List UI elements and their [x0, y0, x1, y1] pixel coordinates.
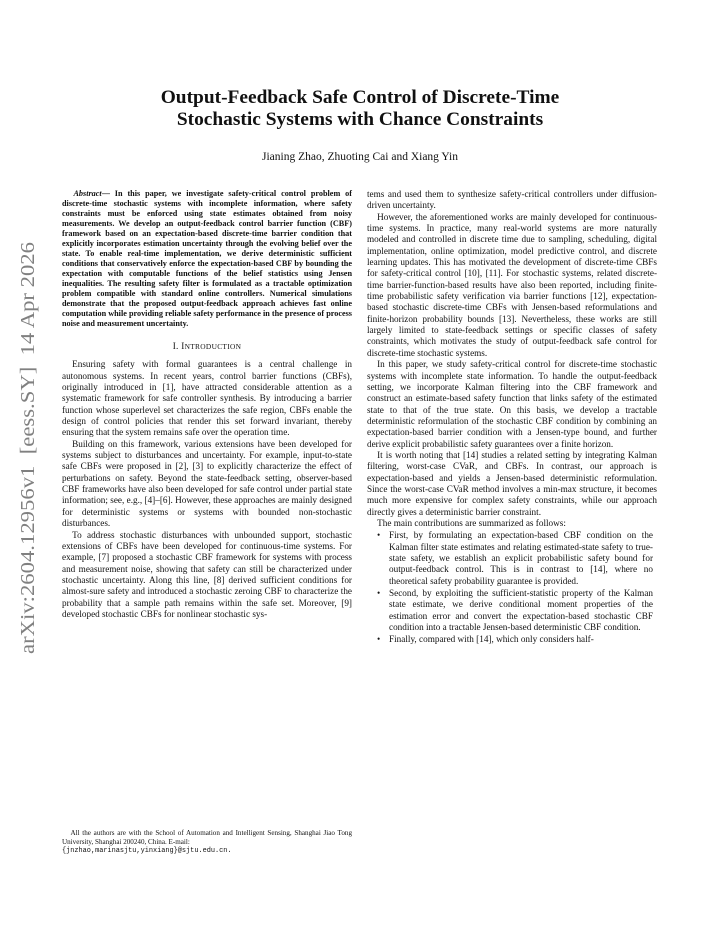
paper-title [100, 87, 620, 131]
affiliation-text: All the authors are with the School of Automation and Intelligent Sensing, Shanghai Jiao Tong University, Shanghai 200240, China. E-mail: [62, 829, 352, 846]
contribution-text: First, by formulating an expectation-based CBF condition on the Kalman filter state estimates and relating estimated-state safety to true-state safety, we establish an explicit probabilistic safety bound for output-feedback control. This is in contrast to [14], where no theoretical safety probability guarantee is provided. [389, 530, 653, 586]
contribution-text: Second, by exploiting the sufficient-statistic property of the Kalman state estimate, we derive conditional moment properties of the estimation error and convert the expectation-based stochastic CBF condition into a tractable Jensen-based deterministic CBF condition. [389, 588, 653, 633]
intro-paragraph-5: In this paper, we study safety-critical control for discrete-time stochastic systems with incomplete state information. To handle the output-feedback setting, we incorporate Kalman filtering into the CBF framework and construct an estimate-based safety function that links safety of the estimated state to that of the true state. On this basis, we develop a tractable deterministic reformulation of the stochastic CBF condition by combining an expectation-based barrier condition with a Jensen-type bound, and further derive explicit probabilistic safety guarantees over a finite horizon. [367, 359, 657, 449]
section-heading: I. INTRODUCTION [172, 341, 242, 351]
intro-paragraph-2: Building on this framework, various extensions have been developed for systems subject to disturbances and uncertainty. For example, input-to-state safe CBFs were proposed in [2], [3] to explicitly characterize the effect of perturbations on safety. Beyond the state-feedback setting, observer-based CBF frameworks have also been developed for safe control under partial state information; see, e.g., [4]–[6]. However, these approaches are mainly designed for deterministic systems or systems with bounded non-stochastic disturbances. [62, 438, 352, 529]
footnote-text [62, 829, 352, 856]
arxiv-identifier-text: arXiv:2604.12956v1 [eess.SY] 14 Apr 2026 [17, 281, 39, 654]
bullet-icon: • [377, 530, 381, 541]
title-line-2: Stochastic Systems with Chance Constraints [176, 109, 544, 130]
bullet-icon: • [377, 588, 381, 599]
author-list: Jianing Zhao, Zhuoting Cai and Xiang Yin [261, 151, 458, 163]
abstract [62, 189, 352, 329]
contribution-item [367, 588, 657, 633]
author-affiliation-footnote [62, 829, 352, 856]
intro-paragraph-1: Ensuring safety with formal guarantees is a central challenge in autonomous systems. In recent years, control barrier functions (CBFs), originally introduced in [1], have attracted considerable attention as a systematic framework for safe controller synthesis. By introducing a barrier function whose superlevel set characterizes the safe region, CBFs enable the design of control policies that render this set forward invariant, thereby ensuring that the system remains safe over the operation time. [62, 359, 352, 438]
bullet-icon: • [377, 634, 381, 645]
right-column [367, 189, 657, 647]
intro-paragraph-3: To address stochastic disturbances with unbounded support, stochastic extensions of CBFs have been developed for continuous-time systems. For example, [7] proposed a stochastic CBF framework for systems with process and measurement noise, showing that safety can still be characterized under stochastic uncertainty. Along this line, [8] derived sufficient conditions for almost-sure safety and introduced a stochastic zeroing CBF to characterize the probability that a sample path remains within the safe set. Moreover, [9] developed stochastic CBFs for nonlinear stochastic sys- [62, 529, 352, 619]
intro-paragraph-3-continued: tems and used them to synthesize safety-critical controllers under diffusion-driven uncertainty. [367, 189, 657, 211]
contribution-text: Finally, compared with [14], which only considers half- [389, 634, 594, 645]
arxiv-identifier [6, 238, 46, 658]
intro-paragraph-4: However, the aforementioned works are mainly developed for continuous-time systems. In practice, many real-world systems are more naturally modeled and controlled in discrete time due to sampling, scheduling, digital implementation, online optimization, model predictive control, and discrete learning updates. This has motivated the development of discrete-time CBFs for safety-critical control [10], [11]. For stochastic systems, related discrete-time barrier-function-based results have also been reported, including finite-time probabilistic safety verification via barrier functions [12], expectation-based stochastic discrete-time CBFs with Jensen-based reformulations and finite-horizon probability bounds [13]. Nevertheless, these works are still largely limited to state-feedback settings or specific classes of safety constraints, which motivates the study of output-feedback safe control for discrete-time stochastic systems. [367, 211, 657, 358]
contributions-list [367, 530, 657, 645]
left-column [62, 189, 352, 620]
abstract-label: Abstract [73, 189, 102, 198]
intro-paragraph-6: It is worth noting that [14] studies a related setting by integrating Kalman filtering, worst-case CVaR, and CBFs. In contrast, our approach is expectation-based and yields a Jensen-based deterministic reformulation. Since the worst-case CVaR method involves a min-max structure, it becomes much more expensive for complex safety constraints, while our approach directly gives a deterministic barrier constraint. [367, 449, 657, 517]
abstract-body: — In this paper, we investigate safety-critical control problem of discrete-time stochastic systems with incomplete information, where safety constraints must be enforced using state estimates obtained from noisy measurements. We develop an output-feedback control barrier function (CBF) framework based on an expectation-based discrete-time barrier condition that explicitly incorporates estimation uncertainty through the evolving belief over the state. To enable real-time implementation, we derive deterministic sufficient conditions that conservatively enforce the expectation-based CBF by bounding the expectation with computable functions of the belief statistics using Jensen inequalities. The resulting safety filter is formulated as a tractable optimization problem compatible with standard online controllers. Numerical simulations demonstrate that the proposed output-feedback approach achieves fast online computation while providing reliable safety performance in the presence of process noise and measurement uncertainty. [62, 189, 352, 328]
contributions-lead: The main contributions are summarized as follows: [377, 517, 566, 528]
title-line-1: Output-Feedback Safe Control of Discrete-Time [160, 87, 560, 108]
contribution-item [367, 634, 657, 645]
email-addresses: {jnzhao,marinasjtu,yinxiang}@sjtu.edu.cn. [62, 847, 232, 856]
contribution-item [367, 530, 657, 587]
